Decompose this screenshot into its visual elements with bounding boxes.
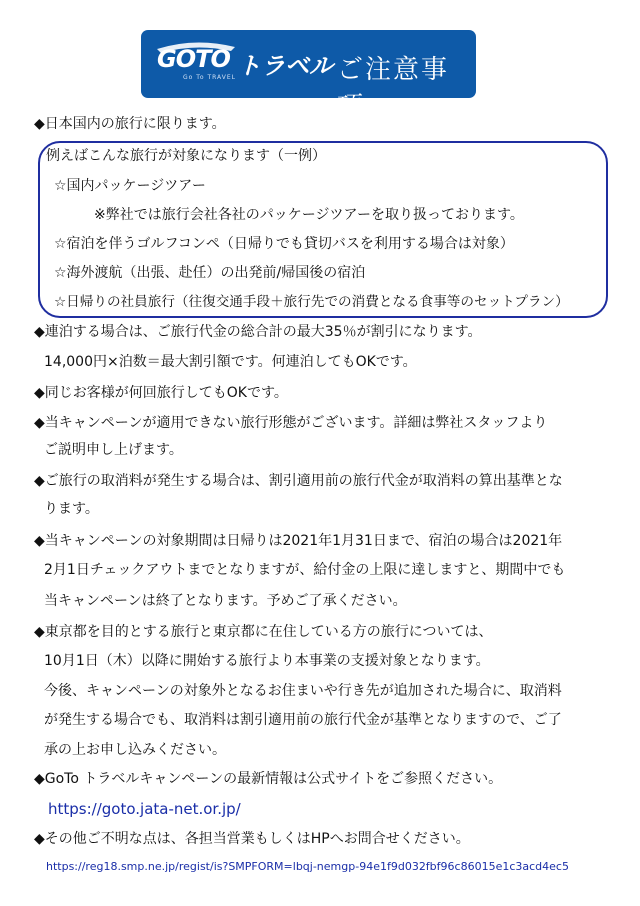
bullet-cancellation: ◆ご旅行の取消料が発生する場合は、割引適用前の旅行代金が取消料の算出基準とな (34, 473, 563, 489)
example-item-overseas: ☆海外渡航（出張、赴任）の出発前/帰国後の宿泊 (54, 265, 366, 281)
bullet-not-applicable: ◆当キャンペーンが適用できない旅行形態がございます。詳細は弊社スタッフより (34, 415, 548, 431)
official-site-link[interactable]: https://goto.jata-net.or.jp/ (48, 800, 241, 818)
goto-travel-logo (155, 39, 237, 85)
not-applicable-detail: ご説明申し上げます。 (44, 442, 183, 458)
bullet-tokyo: ◆東京都を目的とする旅行と東京都に在住している方の旅行については、 (34, 624, 493, 640)
example-heading: 例えばこんな旅行が対象になります（一例） (46, 148, 326, 164)
bullet-latest-info: ◆GoTo トラベルキャンペーンの最新情報は公式サイトをご参照ください。 (34, 771, 503, 787)
bullet-campaign-period: ◆当キャンペーンの対象期間は日帰りは2021年1月31日まで、宿泊の場合は2021年 (34, 533, 563, 549)
logo-subtitle: Go To TRAVEL (183, 74, 237, 81)
example-note-package: ※弊社では旅行会社各社のパッケージツアーを取り扱っております。 (94, 207, 524, 223)
page-title: ご注意事項 (337, 55, 450, 122)
campaign-period-detail-1: 2月1日チェックアウトまでとなりますが、給付金の上限に達しますと、期間中でも (44, 562, 566, 578)
header-banner (141, 30, 476, 122)
example-item-company-trip: ☆日帰りの社員旅行（往復交通手段＋旅行先での消費となる食事等のセットプラン） (54, 294, 569, 310)
example-item-golf: ☆宿泊を伴うゴルフコンペ（日帰りでも貸切バスを利用する場合は対象） (54, 236, 514, 252)
bullet-domestic-only: ◆日本国内の旅行に限ります。 (34, 116, 226, 132)
contact-form-link[interactable]: https://reg18.smp.ne.jp/regist/is?SMPFORM=lbqj-nemgp-94e1f9d032fbf96c86015e1c3acd4ec5 (46, 860, 569, 873)
bullet-consecutive-nights: ◆連泊する場合は、ご旅行代金の総合計の最大35％が割引になります。 (34, 324, 482, 340)
consecutive-nights-detail: 14,000円×泊数＝最大割引額です。何連泊してもOKです。 (44, 354, 417, 370)
campaign-period-detail-2: 当キャンペーンは終了となります。予めご了承ください。 (44, 593, 407, 609)
example-item-package-tour: ☆国内パッケージツアー (54, 178, 206, 194)
tokyo-detail-3: が発生する場合でも、取消料は割引適用前の旅行代金が基準となりますので、ご了 (44, 712, 562, 728)
bullet-contact: ◆その他ご不明な点は、各担当営業もしくはHPへお問合せください。 (34, 831, 470, 847)
cancellation-detail: ります。 (44, 501, 99, 517)
logo-travel-text: トラベル (237, 52, 333, 80)
tokyo-detail-2: 今後、キャンペーンの対象外となるお住まいや行き先が追加された場合に、取消料 (44, 683, 562, 699)
tokyo-detail-4: 承の上お申し込みください。 (44, 742, 226, 758)
bullet-repeat-ok: ◆同じお客様が何回旅行してもOKです。 (34, 385, 288, 401)
tokyo-detail-1: 10月1日（木）以降に開始する旅行より本事業の支援対象となります。 (44, 653, 490, 669)
logo-goto-text: GOTO (157, 45, 230, 73)
